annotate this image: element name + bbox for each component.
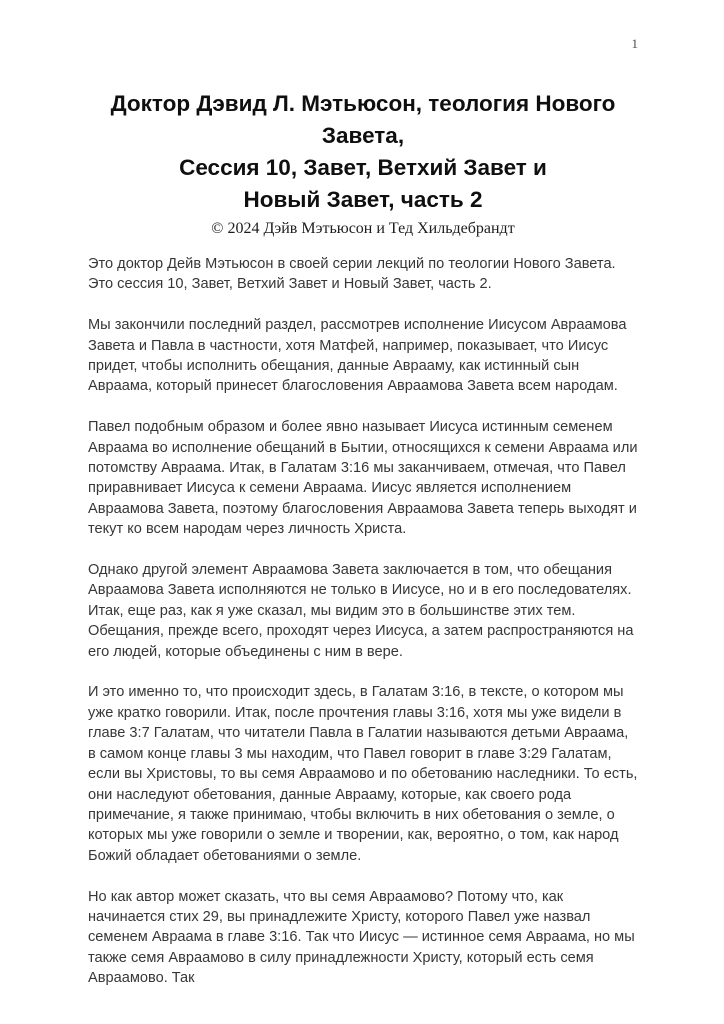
title-line-1: Доктор Дэвид Л. Мэтьюсон, теология Нового Завета, <box>110 91 616 148</box>
paragraph: Но как автор может сказать, что вы семя Авраамово? Потому что, как начинается стих 29, вы принадлежите Христу, которого Павел уже назвал семенем Авраама в главе 3:16. Так что Иисус — истинное семя Авраама, но мы также семя Авраамово в силу принадлежности Христу, который есть семя Авраамово. Так <box>88 888 635 987</box>
paragraph: И это именно то, что происходит здесь, в Галатам 3:16, в тексте, о котором мы уже кратко говорили. Итак, после прочтения главы 3:16, хотя мы уже видели в главе 3:7 Галатам, что читатели Павла в Галатии называются детьми Авраама, в самом конце главы 3 мы находим, что Павел говорит в главе 3:29 Галатам, если вы Христовы, то вы семя Авраамово и по обетованию наследники. То есть, они наследуют обетования, данные Аврааму, которые, как своего рода примечание, я также принимаю, чтобы включить в них обетования о земле, о которых мы уже говорили о земле и творении, как, вероятно, о том, как народ Божий обладает обетованиями о земле. <box>88 684 638 864</box>
title-line-3: Новый Завет, часть 2 <box>243 187 483 212</box>
paragraph: Это доктор Дейв Мэтьюсон в своей серии лекций по теологии Нового Завета. Это сессия 10, Завет, Ветхий Завет и Новый Завет, часть 2. <box>88 256 616 293</box>
page-number: 1 <box>631 36 638 51</box>
title-line-2: Сессия 10, Завет, Ветхий Завет и <box>179 155 547 180</box>
copyright-line: © 2024 Дэйв Мэтьюсон и Тед Хильдебрандт <box>211 220 515 237</box>
paragraph: Мы закончили последний раздел, рассмотрев исполнение Иисусом Авраамова Завета и Павла в частности, хотя Матфей, например, показывает, что Иисус придет, чтобы исполнить обещания, данные Аврааму, как истинный сын Авраама, который принесет благословения Авраамова Завета всем народам. <box>88 317 627 395</box>
body-text <box>88 254 638 989</box>
document-title <box>88 88 638 216</box>
paragraph: Однако другой элемент Авраамова Завета заключается в том, что обещания Авраамова Завета исполняются не только в Иисусе, но и в его последователях. Итак, еще раз, как я уже сказал, мы видим это в большинстве этих тем. Обещания, прежде всего, проходят через Иисуса, а затем распространяются на его людей, которые объединены с ним в вере. <box>88 562 634 660</box>
paragraph: Павел подобным образом и более явно называет Иисуса истинным семенем Авраама во исполнение обещаний в Бытии, относящихся к семени Авраама или потомству Авраама. Итак, в Галатам 3:16 мы заканчиваем, отмечая, что Павел приравнивает Иисуса к семени Авраама. Иисус является исполнением Авраамова Завета, поэтому благословения Авраамова Завета теперь выходят и текут ко всем народам через личность Христа. <box>88 419 638 538</box>
